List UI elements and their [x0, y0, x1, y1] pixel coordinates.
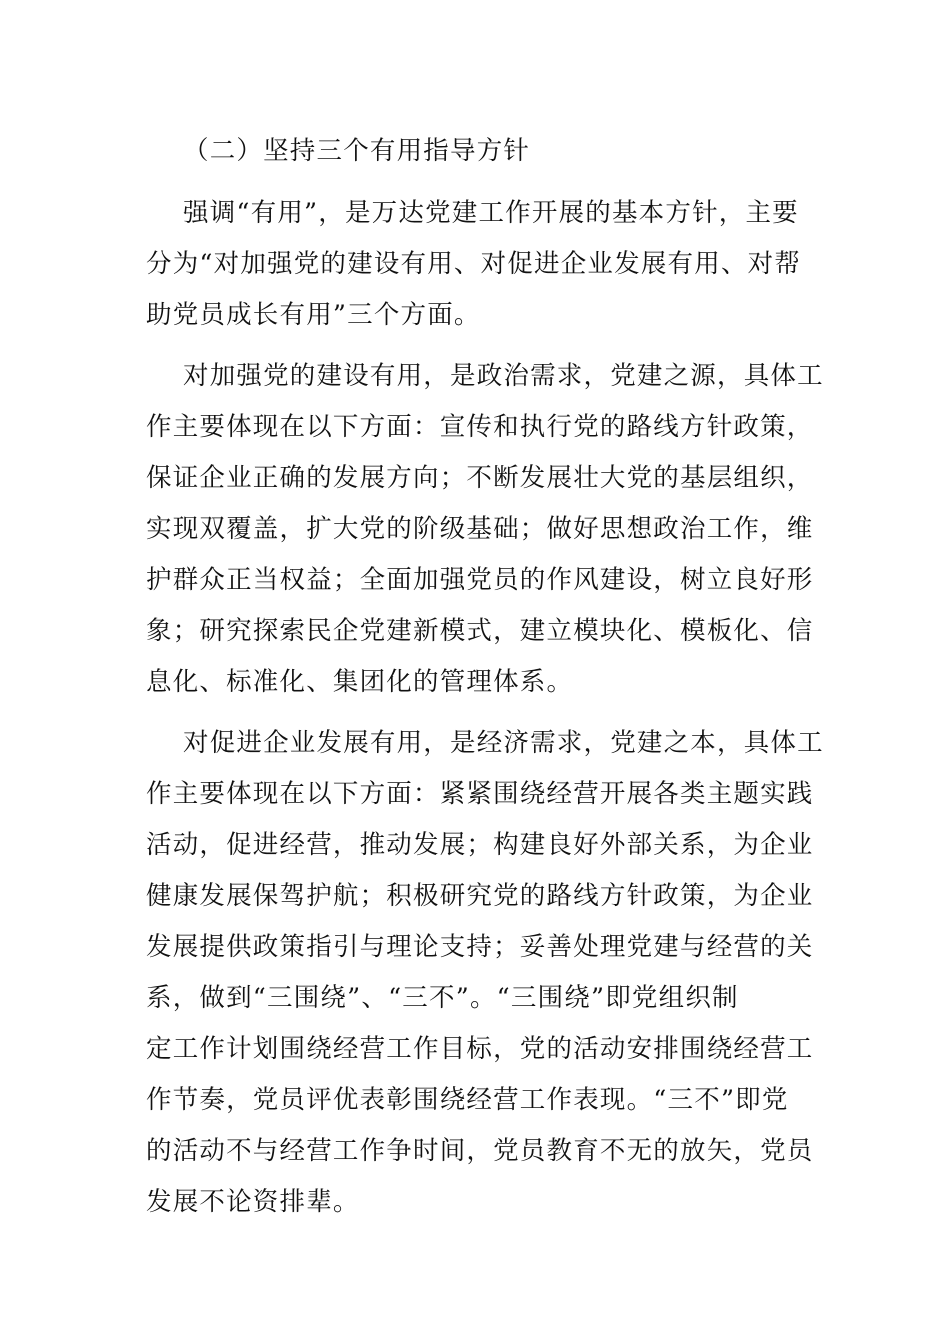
paragraph-line: 作主要体现在以下方面：宣传和执行党的路线方针政策，	[146, 412, 814, 442]
paragraph-line: 保证企业正确的发展方向；不断发展壮大党的基层组织，	[146, 463, 814, 493]
paragraph-line: 作节奏，党员评优表彰围绕经营工作表现。“三不”即党	[146, 1085, 789, 1115]
paragraph-line: 作主要体现在以下方面：紧紧围绕经营开展各类主题实践	[146, 779, 814, 809]
paragraph-line: 强调“有用”，是万达党建工作开展的基本方针，主要	[183, 198, 799, 228]
paragraph-line: 活动，促进经营，推动发展；构建良好外部关系，为企业	[146, 830, 814, 860]
paragraph-line: 对加强党的建设有用，是政治需求，党建之源，具体工	[183, 361, 824, 391]
paragraph-line: 息化、标准化、集团化的管理体系。	[146, 667, 574, 697]
paragraph-line: 定工作计划围绕经营工作目标，党的活动安排围绕经营工	[146, 1034, 814, 1064]
section-heading: （二）坚持三个有用指导方针	[183, 136, 531, 166]
paragraph-line: 健康发展保驾护航；积极研究党的路线方针政策，为企业	[146, 881, 814, 911]
paragraph-line: 象；研究探索民企党建新模式，建立模块化、模板化、信	[146, 616, 814, 646]
paragraph-line: 发展提供政策指引与理论支持；妥善处理党建与经营的关	[146, 932, 814, 962]
paragraph-line: 分为“对加强党的建设有用、对促进企业发展有用、对帮	[146, 249, 802, 279]
paragraph-line: 对促进企业发展有用，是经济需求，党建之本，具体工	[183, 728, 824, 758]
paragraph-line: 的活动不与经营工作争时间，党员教育不无的放矢，党员	[146, 1136, 814, 1166]
paragraph-line: 护群众正当权益；全面加强党员的作风建设，树立良好形	[146, 565, 814, 595]
paragraph-line: 系，做到“三围绕”、“三不”。“三围绕”即党组织制	[146, 983, 739, 1013]
paragraph-line: 发展不论资排辈。	[146, 1187, 360, 1217]
paragraph-line: 助党员成长有用”三个方面。	[146, 300, 481, 330]
paragraph-line: 实现双覆盖，扩大党的阶级基础；做好思想政治工作，维	[146, 514, 814, 544]
